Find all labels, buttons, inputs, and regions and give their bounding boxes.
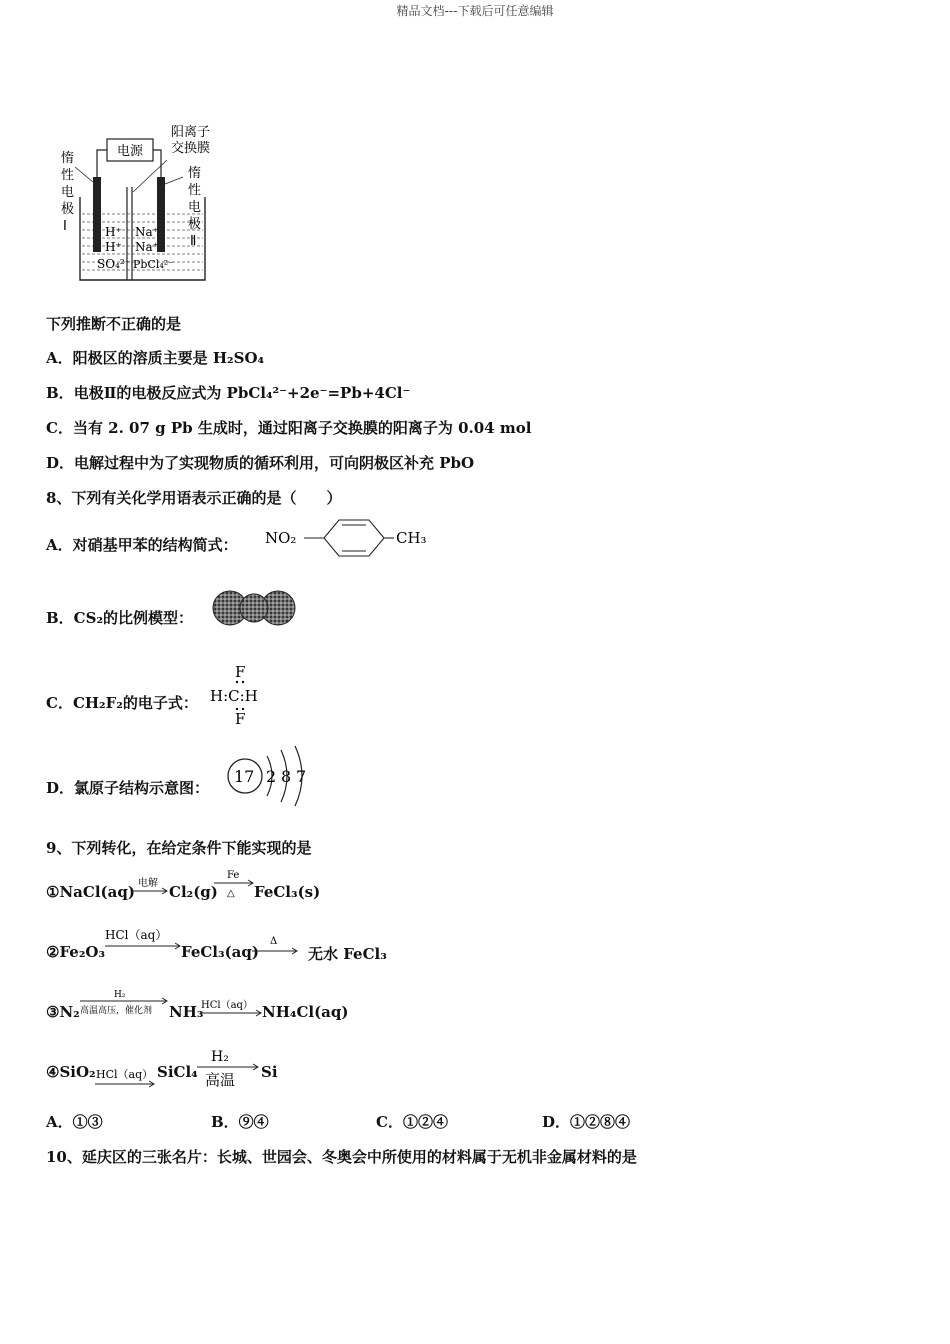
electrode-1-char: 惰 <box>61 151 75 166</box>
page-header: 精品文档---下载后可任意编辑 <box>396 4 554 18</box>
r3-a: ③N₂ <box>46 1003 80 1021</box>
option-label: B． <box>46 384 74 402</box>
shell-2: 8 <box>281 767 292 786</box>
membrane-label-1: 阳离子 <box>171 125 211 140</box>
cs2-space-filling-model <box>210 588 300 628</box>
ch2f2-electron-formula <box>208 662 278 730</box>
electrode-2-char: Ⅱ <box>190 234 197 249</box>
electrode-2-char: 惰 <box>188 166 202 181</box>
r1-cond: 电解 <box>138 878 158 889</box>
q10-stem: 10、延庆区的三张名片：长城、世园会、冬奥会中所使用的材料属于无机非金属材料的是 <box>46 1148 637 1166</box>
left-ion: SO₄²⁻ <box>97 257 132 271</box>
r2-c: 无水 FeCl₃ <box>308 945 387 963</box>
electrode-2-char: 极 <box>188 217 202 232</box>
no2-label: NO₂ <box>265 529 297 547</box>
r1-c: FeCl₃(s) <box>254 883 321 901</box>
q7-option-c <box>46 417 531 438</box>
r3-c: NH₄Cl(aq) <box>262 1003 349 1021</box>
r2-b: FeCl₃(aq) <box>181 943 259 961</box>
electrode-1-char: Ⅰ <box>63 219 67 234</box>
right-ion: Na⁺ <box>135 225 159 239</box>
option-text: 阳极区的溶质主要是 H₂SO₄ <box>72 349 265 367</box>
r1-a: ①NaCl(aq) <box>46 883 135 901</box>
r4-cond1: HCl（aq） <box>96 1068 154 1081</box>
chlorine-atom-diagram <box>225 744 315 812</box>
power-label: 电源 <box>116 144 144 159</box>
r4-cond2: H₂ <box>211 1049 229 1065</box>
q9-option-b: B．⑨④ <box>211 1113 269 1131</box>
ch3-label: CH₃ <box>396 529 427 547</box>
option-label: A． <box>46 349 73 367</box>
shell-3: 7 <box>296 767 307 786</box>
q9-option-c: C．①②④ <box>376 1113 448 1131</box>
h-c-h: H:C:H <box>210 687 258 705</box>
r1-b: Cl₂(g) <box>169 883 218 901</box>
electrode-1-char: 电 <box>61 185 75 200</box>
q8-option-c: C．CH₂F₂的电子式： <box>46 694 198 712</box>
electrode-1-char: 极 <box>61 202 75 217</box>
option-text: 当有 2. 07 g Pb 生成时，通过阳离子交换膜的阳离子为 0.04 mol <box>72 419 532 437</box>
nitrotoluene-structure <box>262 512 432 562</box>
q7-option-d <box>46 452 474 473</box>
electrolysis-cell-figure <box>55 122 225 287</box>
r3-b: NH₃ <box>169 1003 204 1021</box>
shell-1: 2 <box>266 767 277 786</box>
electrode-1-char: 性 <box>61 168 75 183</box>
r3-cond3: HCl（aq） <box>201 1000 253 1011</box>
q9-stem: 9、下列转化，在给定条件下能实现的是 <box>46 839 312 857</box>
q8-option-d: D．氯原子结构示意图： <box>46 779 210 797</box>
r2-cond2: Δ <box>270 936 278 947</box>
r3-cond1: H₂ <box>114 990 126 1000</box>
r1-cond3: △ <box>227 888 235 898</box>
left-ion: H⁺ <box>105 240 122 254</box>
r4-cond3: 高温 <box>205 1071 236 1089</box>
q7-option-a <box>46 347 264 368</box>
f-top: F <box>235 663 246 681</box>
option-text: 电极Ⅱ的电极反应式为 PbCl₄²⁻+2e⁻=Pb+4Cl⁻ <box>73 384 411 402</box>
r4-b: SiCl₄ <box>157 1063 198 1081</box>
r2-a: ②Fe₂O₃ <box>46 943 106 961</box>
membrane-label-2: 交换膜 <box>171 141 211 156</box>
electrode-2-char: 性 <box>188 183 202 198</box>
q8-stem: 8、下列有关化学用语表示正确的是（ ） <box>46 489 342 507</box>
option-label: D． <box>46 454 75 472</box>
option-label: C． <box>46 419 73 437</box>
q7-option-b <box>46 382 410 403</box>
r4-a: ④SiO₂ <box>46 1063 96 1081</box>
q8-option-b: B．CS₂的比例模型： <box>46 609 194 627</box>
q7-stem: 下列推断不正确的是 <box>46 315 182 333</box>
right-ion: PbCl₄²⁻ <box>133 258 175 271</box>
option-text: 电解过程中为了实现物质的循环利用，可向阴极区补充 PbO <box>74 454 475 472</box>
electrode-2-char: 电 <box>188 200 202 215</box>
nucleus: 17 <box>234 767 255 786</box>
r2-cond: HCl（aq） <box>105 928 168 942</box>
q8-option-a: A．对硝基甲苯的结构简式： <box>46 536 238 554</box>
r3-cond2: 高温高压，催化剂 <box>80 1006 153 1016</box>
r1-cond2: Fe <box>227 870 240 881</box>
right-ion: Na⁺ <box>135 240 159 254</box>
left-ion: H⁺ <box>105 225 122 239</box>
q9-option-a: A．①③ <box>46 1113 103 1131</box>
f-bottom: F <box>235 710 246 728</box>
r4-c: Si <box>261 1063 278 1081</box>
q9-option-d: D．①②⑧④ <box>542 1113 631 1131</box>
